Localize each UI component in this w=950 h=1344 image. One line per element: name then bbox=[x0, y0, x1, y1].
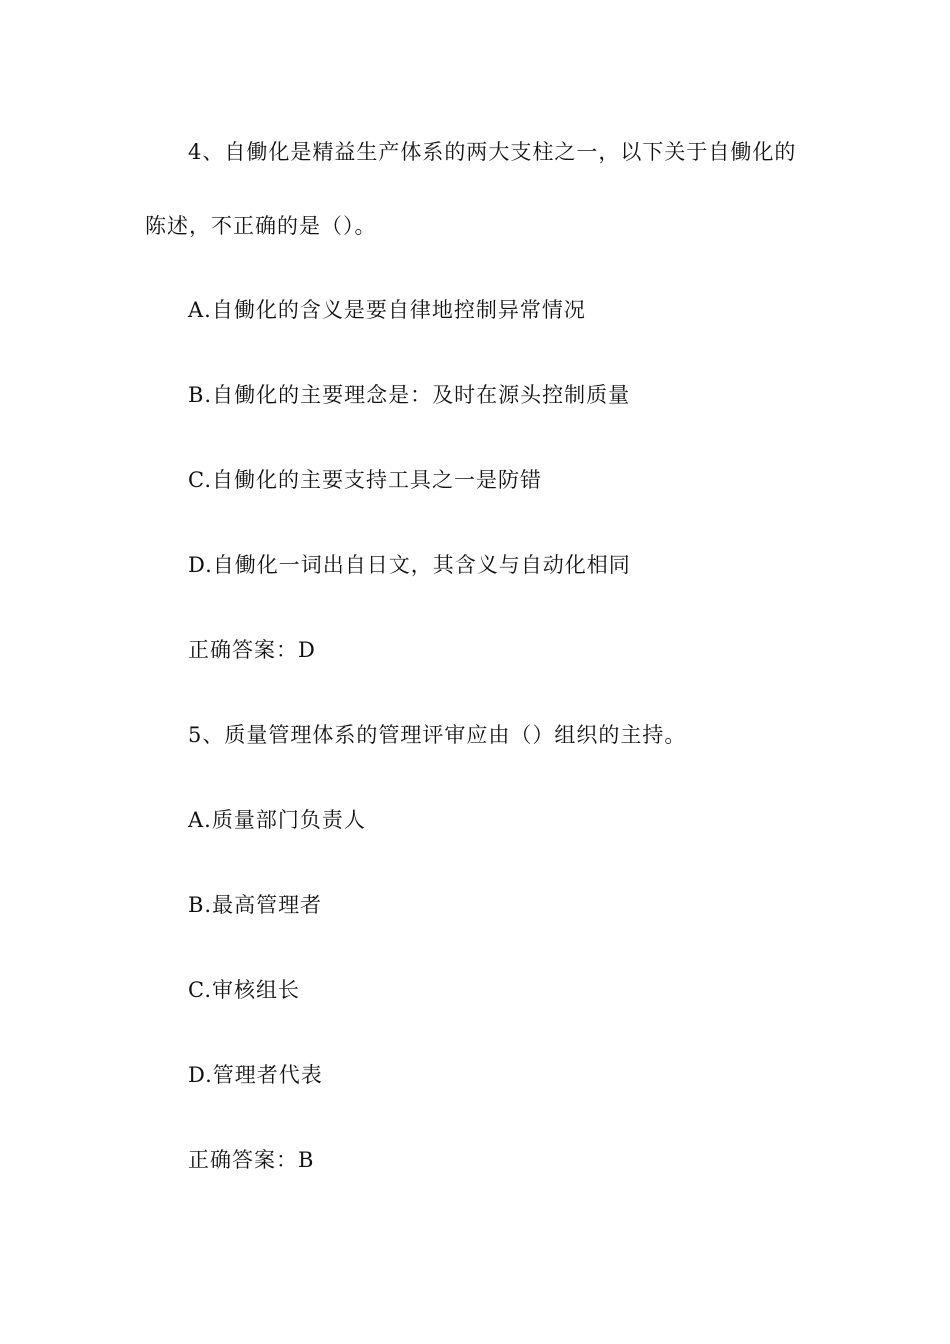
question-5-answer: 正确答案：B bbox=[188, 1148, 315, 1172]
question-5-stem: 5、质量管理体系的管理评审应由（）组织的主持。 bbox=[188, 723, 687, 747]
question-5-option-d: D.管理者代表 bbox=[188, 1063, 323, 1087]
question-4-option-d: D.自働化一词出自日文，其含义与自动化相同 bbox=[188, 553, 631, 577]
question-4-stem-line1: 4、自働化是精益生产体系的两大支柱之一，以下关于自働化的 bbox=[188, 140, 797, 164]
question-5-option-a: A.质量部门负责人 bbox=[188, 808, 366, 832]
question-4-answer: 正确答案：D bbox=[188, 638, 316, 662]
question-5-option-c: C.审核组长 bbox=[188, 978, 300, 1002]
question-4-option-a: A.自働化的含义是要自律地控制异常情况 bbox=[188, 298, 586, 322]
question-4-option-c: C.自働化的主要支持工具之一是防错 bbox=[188, 468, 542, 492]
question-5-option-b: B.最高管理者 bbox=[188, 893, 323, 917]
question-4-stem-line2: 陈述，不正确的是（）。 bbox=[145, 214, 377, 238]
question-4-option-b: B.自働化的主要理念是：及时在源头控制质量 bbox=[188, 383, 631, 407]
